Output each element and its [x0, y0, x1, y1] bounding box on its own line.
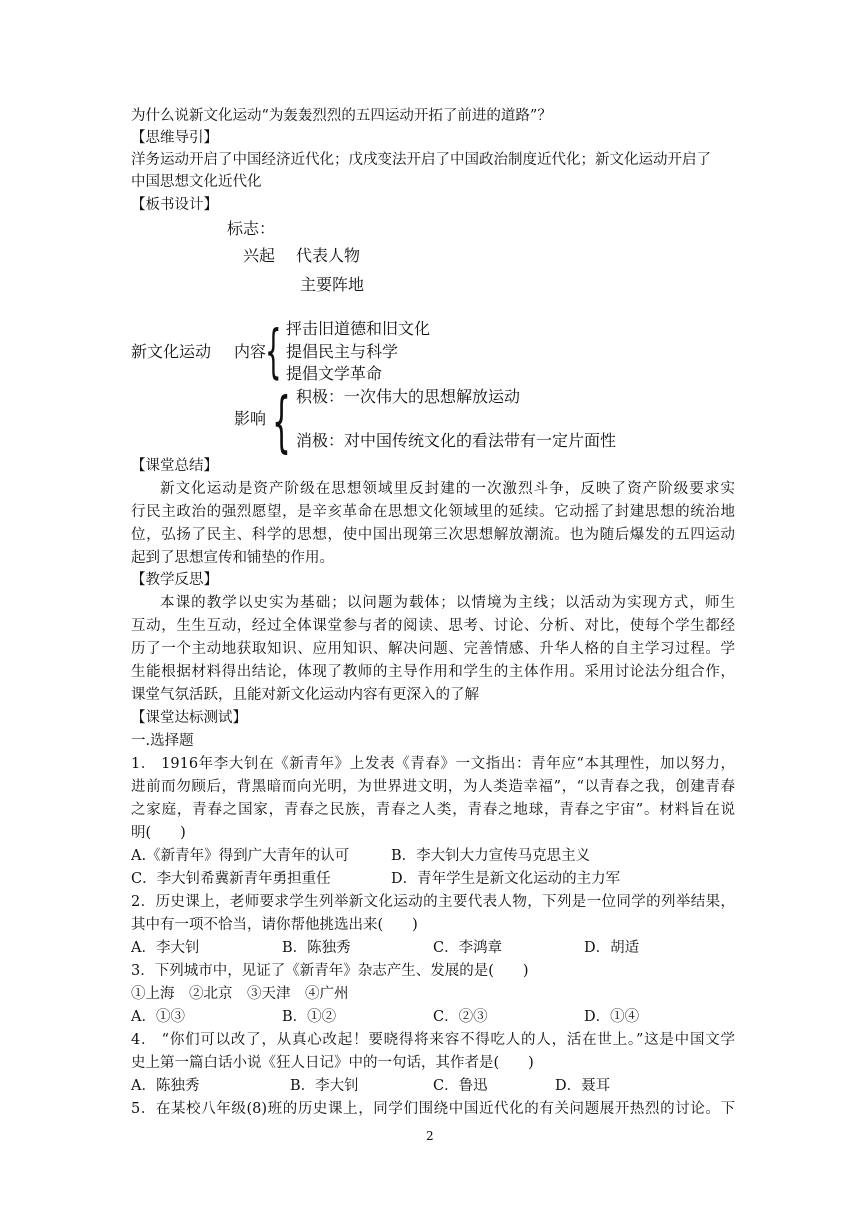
thinking-guide-line-2: 中国思想文化近代化 — [131, 174, 262, 190]
q2-line-2: 其中有一项不恰当，请你帮他挑选出来( ) — [131, 917, 418, 933]
q4-option-b: B．李大钊 — [290, 1078, 359, 1094]
q4-option-a: A．陈独秀 — [131, 1078, 200, 1094]
q2-option-a: A．李大钊 — [131, 940, 200, 956]
board-content-label: 内容 — [234, 342, 267, 361]
board-topic-label: 新文化运动 — [131, 342, 212, 361]
q1-option-b: B．李大钊大力宣传马克思主义 — [391, 848, 591, 864]
content-item-3: 提倡文学革命 — [286, 364, 383, 383]
board-base-label: 主要阵地 — [300, 275, 365, 294]
reflection-heading: 【教学反思】 — [131, 572, 218, 588]
summary-line-3: 位，弘扬了民主、科学的思想，使中国出现第三次思想解放潮流。也为随后爆发的五四运动 — [131, 527, 735, 543]
q2-option-c: C．李鸿章 — [433, 940, 503, 956]
content-brace: { — [265, 317, 282, 385]
intro-question: 为什么说新文化运动“为轰轰烈烈的五四运动开拓了前进的道路”？ — [131, 108, 552, 124]
reflection-line-3: 历了一个主动地获取知识、应用知识、解决问题、完善情感、升华人格的自主学习过程。学 — [131, 641, 735, 657]
q4-line-2: 史上第一篇白话小说《狂人日记》中的一句话，其作者是( ) — [131, 1055, 534, 1071]
content-item-2: 提倡民主与科学 — [286, 342, 399, 361]
summary-line-2: 行民主政治的强烈愿望，是辛亥革命在思想文化领域里的延续。它动摇了封建思想的统治地 — [131, 504, 735, 520]
board-sign-label: 标志： — [227, 219, 276, 238]
reflection-line-5: 课堂气氛活跃，且能对新文化运动内容有更深入的了解 — [131, 687, 479, 703]
q1-line-3: 之家庭，青春之国家，青春之民族，青春之人类，青春之地球，青春之宇宙”。材料旨在说 — [131, 802, 735, 818]
q1-option-d: D．青年学生是新文化运动的主力军 — [391, 871, 621, 887]
thinking-guide-heading: 【思维导引】 — [131, 130, 218, 146]
q3-option-a: A．①③ — [131, 1009, 185, 1025]
test-section: 一.选择题 — [131, 733, 194, 749]
reflection-line-1: 本课的教学以史实为基础；以问题为载体；以情境为主线；以活动为实现方式，师生 — [160, 595, 735, 611]
influence-brace: { — [272, 383, 291, 460]
q1-line-2: 进前而勿顾后，背黑暗而向光明，为世界进文明，为人类造幸福”，“以青春之我，创建青春 — [131, 779, 735, 795]
influence-positive: 积极：一次伟大的思想解放运动 — [296, 387, 521, 406]
q5-line: 5．在某校八年级(8)班的历史课上，同学们围绕中国近代化的有关问题展开热烈的讨论。下 — [131, 1101, 735, 1117]
q1-option-c: C．李大钊希冀新青年勇担重任 — [131, 871, 331, 887]
thinking-guide-line-1: 洋务运动开启了中国经济近代化；戊戌变法开启了中国政治制度近代化；新文化运动开启了 — [131, 152, 711, 168]
q1-line-4: 明( ) — [131, 825, 186, 841]
summary-line-1: 新文化运动是资产阶级在思想领域里反封建的一次激烈斗争，反映了资产阶级要求实 — [160, 481, 735, 497]
board-rise-label: 兴起 — [243, 246, 276, 265]
board-figures-label: 代表人物 — [296, 246, 361, 265]
q3-option-b: B．①② — [282, 1009, 337, 1025]
q2-line-1: 2．历史课上，老师要求学生列举新文化运动的主要代表人物，下列是一位同学的列举结果， — [131, 894, 735, 910]
q4-option-d: D．聂耳 — [555, 1078, 611, 1094]
board-influence-label: 影响 — [234, 409, 267, 428]
q3-option-c: C．②③ — [433, 1009, 488, 1025]
test-heading: 【课堂达标测试】 — [131, 710, 247, 726]
q1-line-1: 1． 1916年李大钊在《新青年》上发表《青春》一文指出：青年应“本其理性，加以努力， — [131, 756, 735, 772]
summary-line-4: 起到了思想宣传和铺垫的作用。 — [131, 550, 334, 566]
page-number: 2 — [426, 1129, 434, 1143]
q4-option-c: C．鲁迅 — [433, 1078, 488, 1094]
q4-line-1: 4． “你们可以改了，从真心改起！要晓得将来容不得吃人的人，活在世上。”这是中国文学 — [131, 1032, 735, 1048]
influence-negative: 消极：对中国传统文化的看法带有一定片面性 — [296, 431, 617, 450]
board-design-heading: 【板书设计】 — [131, 197, 218, 213]
q2-option-b: B．陈独秀 — [282, 940, 351, 956]
reflection-line-2: 互动，生生互动，经过全体课堂参与者的阅读、思考、讨论、分析、对比，使每个学生都经 — [131, 618, 735, 634]
q2-option-d: D．胡适 — [584, 940, 640, 956]
q3-option-d: D．①④ — [584, 1009, 640, 1025]
q3-cities: ①上海 ②北京 ③天津 ④广州 — [131, 986, 349, 1002]
q3-line: 3．下列城市中，见证了《新青年》杂志产生、发展的是( ) — [131, 963, 529, 979]
reflection-line-4: 生能根据材料得出结论，体现了教师的主导作用和学生的主体作用。采用讨论法分组合作， — [131, 664, 735, 680]
content-item-1: 抨击旧道德和旧文化 — [286, 319, 431, 338]
q1-option-a: A.《新青年》得到广大青年的认可 — [131, 848, 350, 864]
summary-heading: 【课堂总结】 — [131, 458, 218, 474]
